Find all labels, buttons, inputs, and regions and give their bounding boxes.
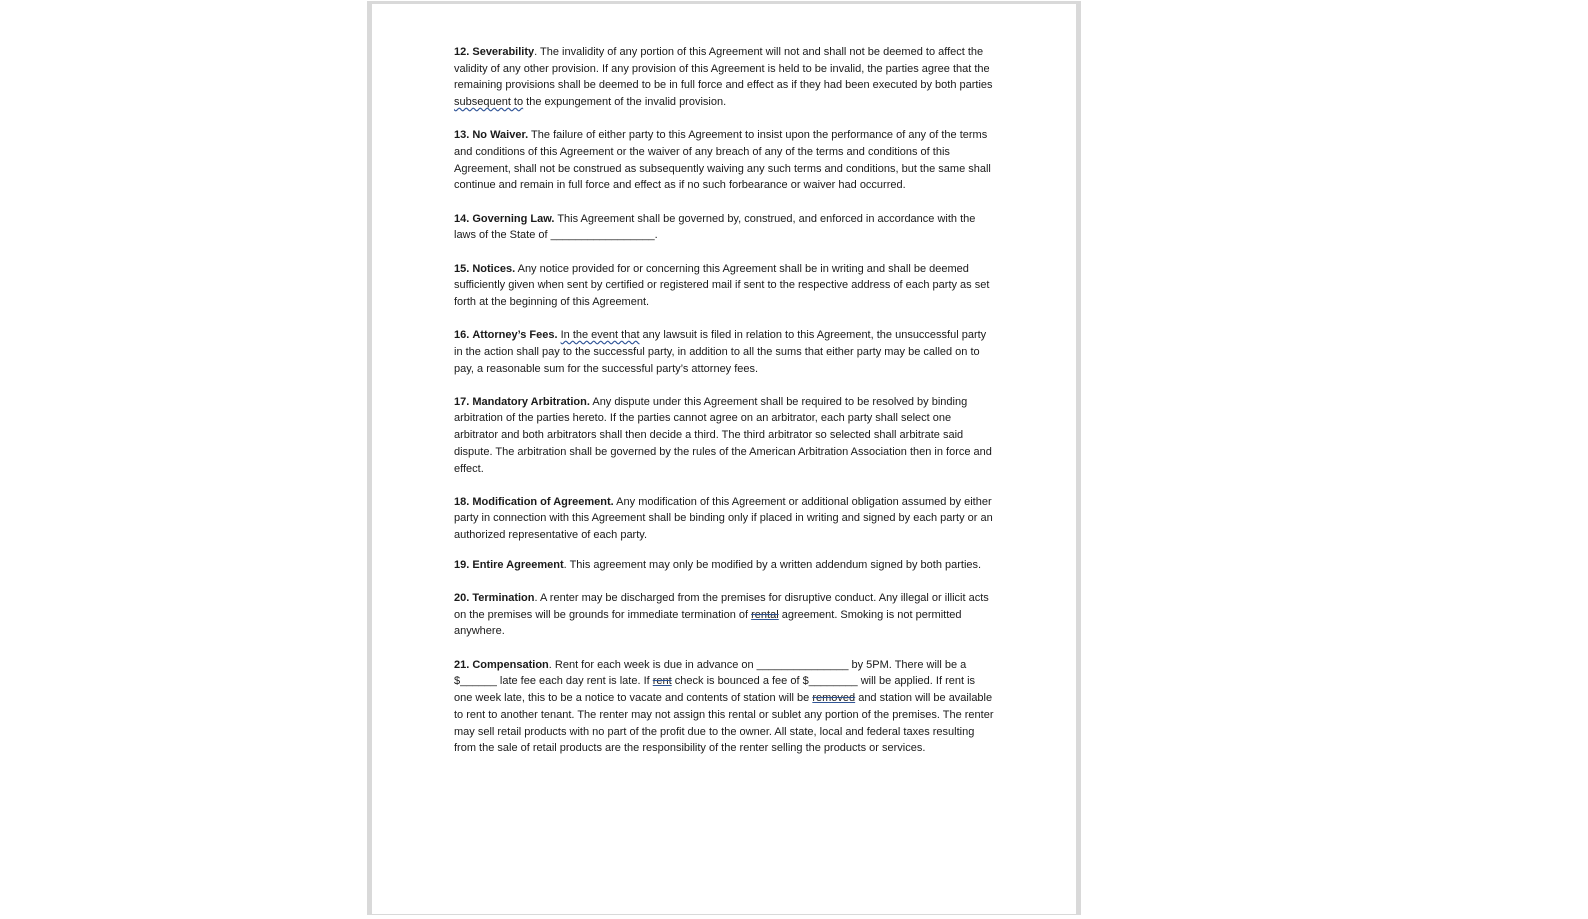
grammar-flag[interactable]: subsequent to (454, 96, 524, 109)
clause-heading: Severability (472, 46, 535, 58)
clause-text: The failure of either party to this Agreement to insist upon the performance of any of the terms and conditions of this Agreement or the waiver of any breach of any of the terms and conditions of this Agreement, shall not be construed as subsequently waiving any such terms and conditions, but the same shall continue and remain in full force and effect as if no such forbearance or waiver had occurred. (454, 129, 991, 192)
clause-governing-law (454, 211, 994, 244)
clause-notices (454, 261, 994, 311)
document-body[interactable] (454, 44, 994, 773)
clause-number: 14. (454, 212, 470, 225)
clause-number: 19. (454, 558, 470, 571)
clause-modification (454, 494, 994, 544)
clause-text: the expungement of the invalid provision. (523, 96, 727, 109)
clause-text: agreement. Smoking is not permitted anywhere. (454, 608, 962, 638)
clause-heading: Notices. (472, 262, 516, 275)
clause-number: 16. (454, 329, 470, 342)
clause-heading: Mandatory Arbitration. (472, 395, 590, 408)
clause-heading: No Waiver. (472, 129, 529, 142)
clause-severability (454, 44, 994, 111)
clause-text: This Agreement shall be governed by, construed, and enforced in accordance with the laws of the State of _________________. (454, 212, 976, 242)
clause-entire-agreement (454, 557, 994, 574)
tracked-change-deletion[interactable]: removed (812, 692, 856, 705)
clause-heading-period: . (563, 558, 567, 571)
grammar-flag[interactable]: In the event that (560, 329, 640, 342)
clause-number: 20. (454, 592, 470, 605)
tracked-change-deletion[interactable]: rent (652, 675, 672, 688)
clause-heading: Termination (472, 592, 535, 605)
clause-heading-period: . (548, 658, 552, 671)
clause-heading-period: . (534, 46, 538, 58)
clause-compensation (454, 657, 994, 757)
clause-text: This agreement may only be modified by a written addendum signed by both parties. (566, 558, 982, 571)
clause-text: A renter may be discharged from the premises for disruptive conduct. Any illegal or illicit acts on the premises will be grounds for immediate termination of (454, 592, 989, 621)
clause-number: 17. (454, 395, 470, 408)
clause-number: 13. (454, 129, 470, 142)
clause-text: Rent for each week is due in advance on _______________ by 5PM. There will be a $______ late fee each day rent is late. If (454, 658, 967, 688)
clause-termination (454, 590, 994, 640)
clause-heading: Attorney’s Fees. (472, 329, 558, 342)
clause-text: Any modification of this Agreement or additional obligation assumed by either party in connection with this Agreement shall be binding only if placed in writing and signed by each party or an authorized representative of each party. (454, 495, 993, 542)
clause-heading-period: . (534, 592, 538, 605)
clause-text: The invalidity of any portion of this Agreement will not and shall not be deemed to affect the validity of any other provision. If any provision of this Agreement is held to be invalid, the parties agree that the remaining provisions shall be deemed to be in full force and effect as if they had been executed by both parties (454, 46, 993, 92)
clause-number: 12. (454, 46, 470, 58)
clause-number: 18. (454, 495, 470, 508)
tracked-change-deletion[interactable]: rental (751, 608, 779, 621)
clause-heading: Governing Law. (472, 212, 555, 225)
clause-no-waiver (454, 127, 994, 194)
document-page (372, 4, 1076, 914)
clause-text: any lawsuit is filed in relation to this Agreement, the unsuccessful party in the action shall pay to the successful party, in addition to all the sums that either party may be called on to pay, a reasonable sum for the successful party’s attorney fees. (454, 329, 987, 375)
clause-heading: Modification of Agreement. (472, 495, 614, 508)
clause-attorneys-fees (454, 327, 994, 377)
clause-text: check is bounced a fee of $________ will be applied. If rent is one week late, this to be a notice to vacate and contents of station will be (454, 675, 976, 705)
clause-mandatory-arbitration (454, 394, 994, 478)
clause-text: Any dispute under this Agreement shall be required to be resolved by binding arbitration of the parties hereto. If the parties cannot agree on an arbitrator, each party shall select one arbitrator and both arbitrators shall then decide a third. The third arbitrator so selected shall arbitrate said dispute. The arbitration shall be governed by the rules of the American Arbitration Association then in force and effect. (454, 395, 992, 475)
clause-heading: Compensation (472, 658, 549, 671)
clause-text: Any notice provided for or concerning this Agreement shall be in writing and shall be deemed sufficiently given when sent by certified or registered mail if sent to the respective address of each party as set forth at the beginning of this Agreement. (454, 262, 990, 308)
clause-number: 21. (454, 658, 470, 671)
clause-text: and station will be available to rent to another tenant. The renter may not assign this rental or sublet any portion of the premises. The renter may sell retail products with no part of the profit due to the owner. All state, local and federal taxes resulting from the sale of retail products are the responsibility of the renter selling the products or services. (454, 692, 994, 755)
clause-number: 15. (454, 262, 470, 275)
clause-heading: Entire Agreement (472, 558, 564, 571)
